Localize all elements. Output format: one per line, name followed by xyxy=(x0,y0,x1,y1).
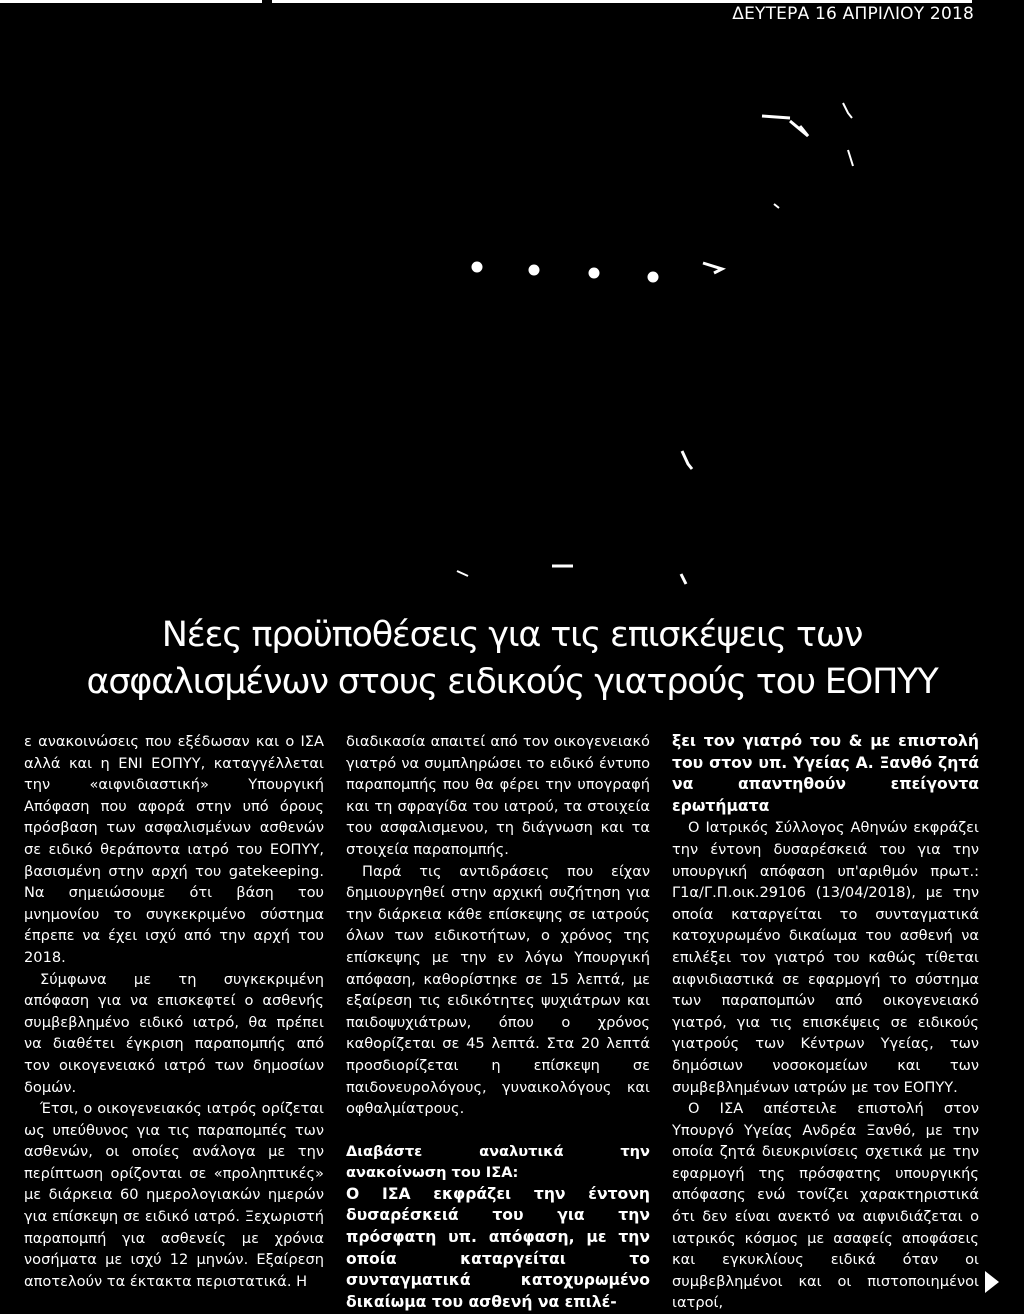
article-headline xyxy=(0,612,1024,706)
bold-lead: Ο ΙΣΑ εκφράζει την έντονη δυσαρέσκειά του για την πρόσφατη υπ. απόφαση, με την οποία καταργείται το συνταγματικά κατοχυρωμένο δικαίωμα του ασθενή να επιλέ- xyxy=(346,1184,650,1311)
paragraph: Σύμφωνα με τη συγκεκριμένη απόφαση για να επισκεφτεί ο ασθενής συμβεβλημένο ειδικό ιατρό, θα πρέπει να διαθέτει έγκριση παραπομπής από τον οικογενειακό ιατρό των δημοσίων δομών. xyxy=(24,970,324,1096)
article-photo xyxy=(0,26,1024,606)
paragraph: Ο Ιατρικός Σύλλογος Αθηνών εκφράζει την έντονη δυσαρέσκειά του για την υπουργική απόφαση υπ'αριθμόν πρωτ.: Γ1α/Γ.Π.οικ.29106 (13/04/2018), με την οποία καταργείται το συνταγματικά κατοχυρωμένο δικαίωμα του ασθενή να επιλέξει τον γιατρό του καθώς τίθεται αιφνιδιαστικά σε εφαρμογή το σύστημα των παραπομπών από οικογενειακό γιατρό, για τις επισκέψεις σε ειδικούς γιατρούς των Κέντρων Υγείας, των δημόσιων νοσοκομείων και των συμβεβλημένων ιατρών με τον ΕΟΠΥΥ. xyxy=(672,819,979,1096)
bold-lead-continuation: ξει τον γιατρό του & με επιστολή του στον υπ. Υγείας Α. Ξανθό ζητά να απαντηθούν επείγοντα ερωτήματα xyxy=(672,732,979,815)
top-rule xyxy=(0,0,262,3)
continue-arrow-icon xyxy=(985,1271,999,1293)
article-column-1 xyxy=(24,731,324,1292)
paragraph: ε ανακοινώσεις που εξέδωσαν και ο ΙΣΑ αλλά και η ΕΝΙ ΕΟΠΥΥ, καταγγέλλεται την «αιφνιδιαστική» Υπουργική Απόφαση που αφορά στην υπό όρους πρόσβαση των ασφαλισμένων ασθενών σε ειδικό θεράποντα ιατρό του ΕΟΠΥΥ, βασισμένη στην αρχή του gatekeeping. Να σημειώσουμε ότι βάση του μνημονίου το συγκεκριμένο σύστημα έπρεπε να έχει ισχύ από την αρχή του 2018. xyxy=(24,733,324,966)
article-column-3 xyxy=(672,731,979,1314)
article-column-2 xyxy=(346,731,650,1313)
paragraph: διαδικασία απαιτεί από τον οικογενειακό γιατρό να συμπληρώσει το ειδικό έντυπο παραπομπής που θα φέρει την υπογραφή και τη σφραγίδα του ιατρού, τα στοιχεία του ασφαλισμενου, τη διάγνωση και τα στοιχεία παραπομπής. xyxy=(346,733,650,858)
headline-line: ασφαλισμένων στους ειδικούς γιατρούς του ΕΟΠΥΥ xyxy=(86,662,938,702)
headline-line: Νέες προϋποθέσεις για τις επισκέψεις των xyxy=(161,615,863,655)
dateline: ΔΕΥΤΕΡΑ 16 ΑΠΡΙΛΙΟΥ 2018 xyxy=(732,4,974,24)
top-rule xyxy=(272,0,972,3)
paragraph: Ο ΙΣΑ απέστειλε επιστολή στον Υπουργό Υγείας Ανδρέα Ξανθό, με την οποία ζητά διευκρινίσεις σχετικά με την εφαρμογή της πρόσφατης υπουργικής απόφασης ενώ τονίζει χαρακτηριστικά ότι δεν είναι ανεκτό να αιφνιδιάζεται ο ιατρικός κόσμος με ασαφείς αποφάσεις και εγκυκλίους ειδικά όταν οι συμβεβλημένοι και οι πιστοποιημένοι ιατροί, xyxy=(672,1100,979,1312)
paragraph: Παρά τις αντιδράσεις που είχαν δημιουργηθεί στην αρχική συζήτηση για την διάρκεια κάθε επίσκεψης σε ιατρούς όλων των ειδικοτήτων, ο χρόνος της επίσκεψης με την εν λόγω Υπουργική απόφαση, καθορίστηκε σε 15 λεπτά, με εξαίρεση τις ειδικότητες ψυχιάτρων και παιδοψυχιάτρων, όπου ο χρόνος καθορίζεται σε 45 λεπτά. Στα 20 λεπτά προσδιορίζεται η επίσκεψη σε παιδονευρολόγους, γυναικολόγους και οφθαλμίατρους. xyxy=(346,862,650,1118)
subheading: Διαβάστε αναλυτικά την ανακοίνωση του ΙΣΑ: xyxy=(346,1142,650,1182)
paragraph: Έτσι, ο οικογενειακός ιατρός ορίζεται ως υπεύθυνος για τις παραπομπές των ασθενών, οι οποίες ανάλογα με την περίπτωση ορίζονται σε «προληπτικές» με διάρκεια 60 ημερολογιακών ημερών για επίσκεψη σε ειδικό ιατρό. Ξεχωριστή παραπομπή για ασθενείς με χρόνια νοσήματα με ισχύ 12 μηνών. Εξαίρεση αποτελούν τα έκτακτα περιστατικά. Η xyxy=(24,1100,324,1290)
